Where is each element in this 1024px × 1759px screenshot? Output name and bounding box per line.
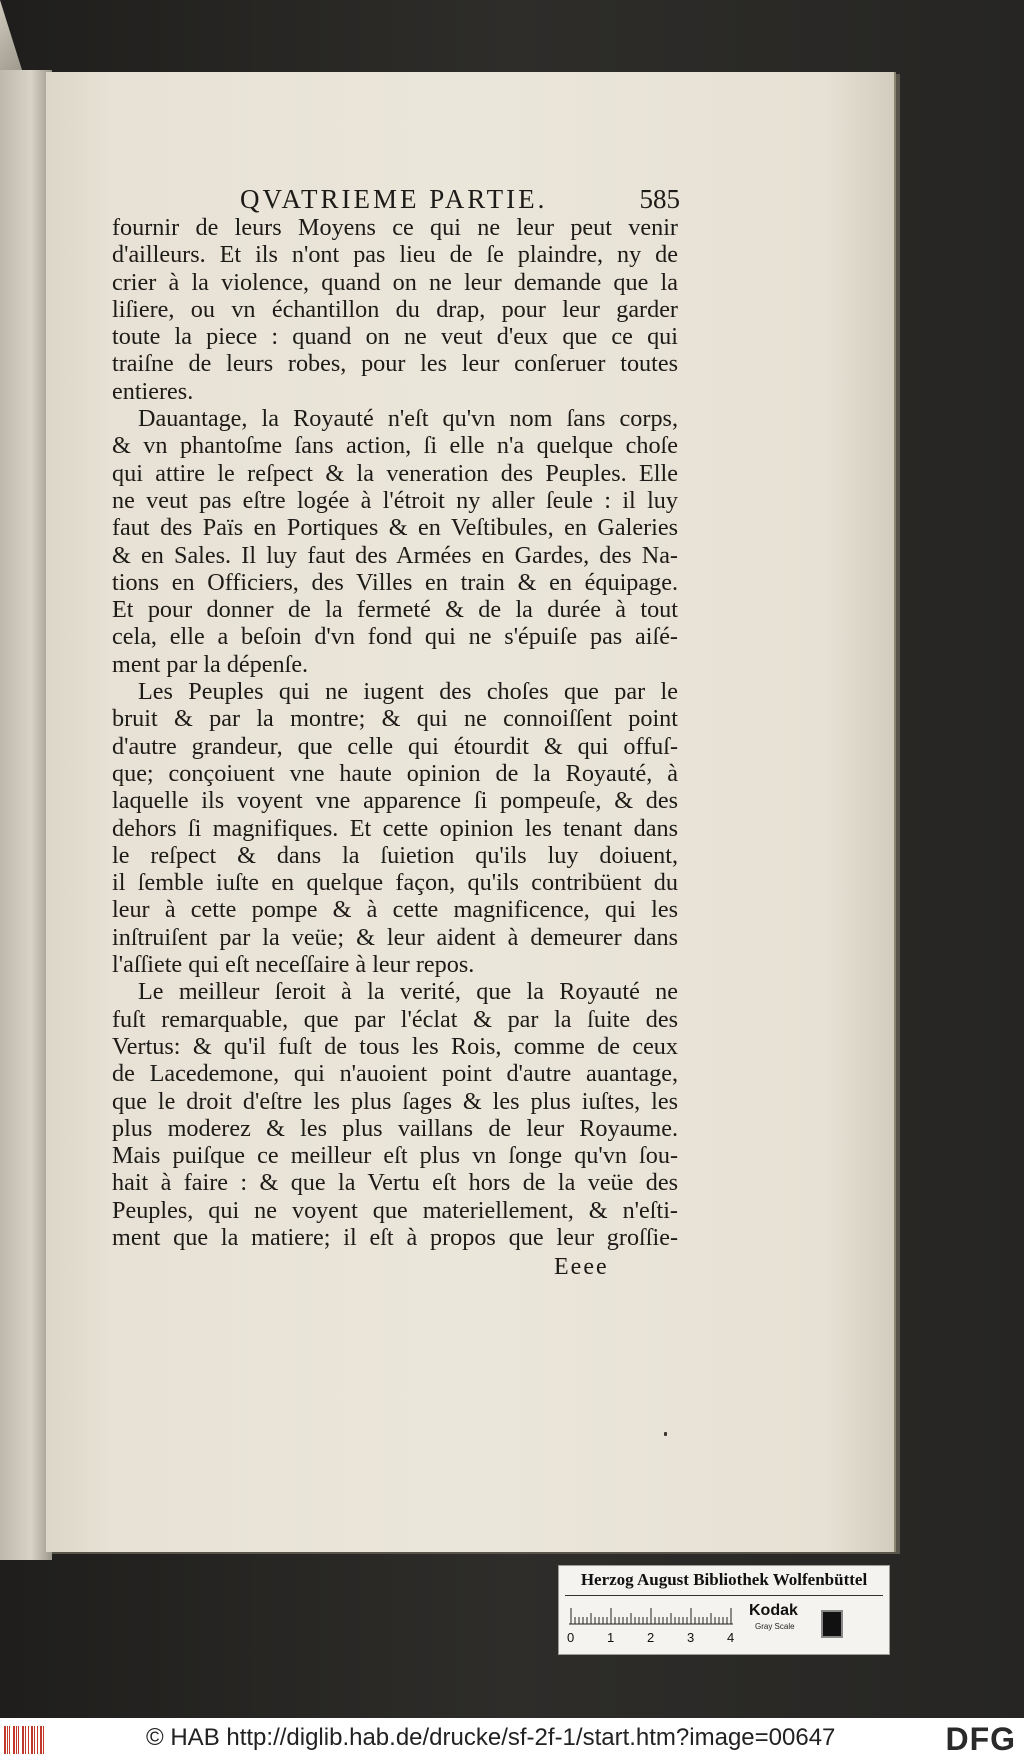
text-line: traiſne de leurs robes, pour les leur conſeruer toutes xyxy=(112,350,678,378)
ruler-number: 1 xyxy=(607,1630,615,1645)
gray-patch xyxy=(821,1610,843,1638)
text-line: tions en Officiers, des Villes en train & en équipage. xyxy=(112,568,678,596)
text-line: l'aſſiete qui eſt neceſſaire à leur repos. xyxy=(112,951,475,979)
text-line: Le meilleur ſeroit à la verité, que la Royauté ne xyxy=(138,978,678,1006)
dfg-logo: DFG xyxy=(945,1721,1016,1757)
text-line: laquelle ils voyent vne apparence ſi pompeuſe, & des xyxy=(112,787,678,815)
ruler-number: 2 xyxy=(647,1630,655,1645)
page-number: 585 xyxy=(639,184,680,214)
text-line: il ſemble iuſte en quelque façon, qu'ils contribüent du xyxy=(112,869,678,897)
library-name: Herzog August Bibliothek Wolfenbüttel xyxy=(580,1570,868,1589)
ruler-number: 0 xyxy=(567,1630,575,1645)
text-line: le reſpect & dans la ſuietion qu'ils luy doiuent, xyxy=(112,841,678,869)
copyright-link[interactable]: © HAB http://diglib.hab.de/drucke/sf-2f-1/start.htm?image=00647 xyxy=(146,1724,836,1751)
text-line: Les Peuples qui ne iugent des choſes que par le xyxy=(138,678,678,706)
text-line: qui attire le reſpect & la veneration des Peuples. Elle xyxy=(112,459,678,487)
signature-mark: Eeee xyxy=(554,1254,609,1280)
text-line: crier à la violence, quand on ne leur demande que la xyxy=(112,268,678,296)
ruler-number: 3 xyxy=(687,1630,695,1645)
body-text xyxy=(112,214,678,1251)
text-line: plus moderez & les plus vaillans de leur Royaume. xyxy=(112,1114,678,1142)
text-line: bruit & par la montre; & qui ne connoiſſent point xyxy=(112,705,678,733)
text-line: faut des Païs en Portiques & en Veſtibules, en Galeries xyxy=(112,514,678,542)
kodak-logo: Kodak xyxy=(749,1602,798,1619)
text-line: Vertus: & qu'il fuſt de tous les Rois, comme de ceux xyxy=(112,1032,678,1060)
facing-page-edge xyxy=(0,70,52,1560)
text-line: leur à cette pompe & à cette magnificence, qui les xyxy=(112,896,678,924)
ruler-number: 4 xyxy=(727,1630,735,1645)
text-line: & vn phantoſme ſans action, ſi elle n'a quelque choſe xyxy=(112,432,678,460)
text-line: cela, elle a beſoin d'vn fond qui ne s'épuiſe pas aiſé- xyxy=(112,623,678,651)
text-line: que le droit d'eſtre les plus ſages & les plus iuſtes, les xyxy=(112,1087,678,1115)
text-line: & en Sales. Il luy faut des Armées en Gardes, des Na- xyxy=(112,541,678,569)
text-line: inſtruiſent par la veüe; & leur aident à demeurer dans xyxy=(112,923,678,951)
barcode-icon xyxy=(4,1726,46,1754)
card-divider xyxy=(565,1595,883,1596)
page-header xyxy=(240,184,680,218)
page-speck xyxy=(664,1432,667,1436)
gray-scale-label: Gray Scale xyxy=(755,1622,795,1631)
text-line: fuſt remarquable, que par l'éclat & par la ſuite des xyxy=(112,1005,678,1033)
text-line: fournir de leurs Moyens ce qui ne leur peut venir xyxy=(112,214,678,241)
text-line: Mais puiſque ce meilleur eſt plus vn ſonge qu'vn ſou- xyxy=(112,1142,678,1170)
text-line: ne veut pas eſtre logée à l'étroit ny aller ſeule : il luy xyxy=(112,486,678,514)
text-line: ment par la dépenſe. xyxy=(112,650,309,678)
text-line: ment que la matiere; il eſt à propos que leur groſſie- xyxy=(112,1223,678,1251)
text-line: dehors ſi magnifiques. Et cette opinion les tenant dans xyxy=(112,814,678,842)
footer-bar xyxy=(0,1718,1024,1759)
text-line: de Lacedemone, qui n'auoient point d'autre auantage, xyxy=(112,1060,678,1088)
running-title: QVATRIEME PARTIE. xyxy=(240,184,548,214)
text-line: que; conçoiuent vne haute opinion de la Royauté, à xyxy=(112,759,678,787)
text-line: Dauantage, la Royauté n'eſt qu'vn nom ſans corps, xyxy=(138,405,678,433)
text-line: toute la piece : quand on ne veut d'eux que ce qui xyxy=(112,323,678,351)
text-line: d'ailleurs. Et ils n'ont pas lieu de ſe plaindre, ny de xyxy=(112,241,678,269)
text-line: Peuples, qui ne voyent que materiellement, & n'eſti- xyxy=(112,1196,678,1224)
ruler-scale xyxy=(569,1604,733,1626)
text-line: liſiere, ou vn échantillon du drap, pour leur garder xyxy=(112,295,678,323)
text-line: hait à faire : & que la Vertu eſt hors de la veüe des xyxy=(112,1169,678,1197)
text-line: d'autre grandeur, que celle qui étourdit & qui offuſ- xyxy=(112,732,678,760)
color-calibration-card xyxy=(558,1565,890,1655)
text-line: Et pour donner de la fermeté & de la durée à tout xyxy=(112,596,678,624)
text-line: entieres. xyxy=(112,377,194,405)
